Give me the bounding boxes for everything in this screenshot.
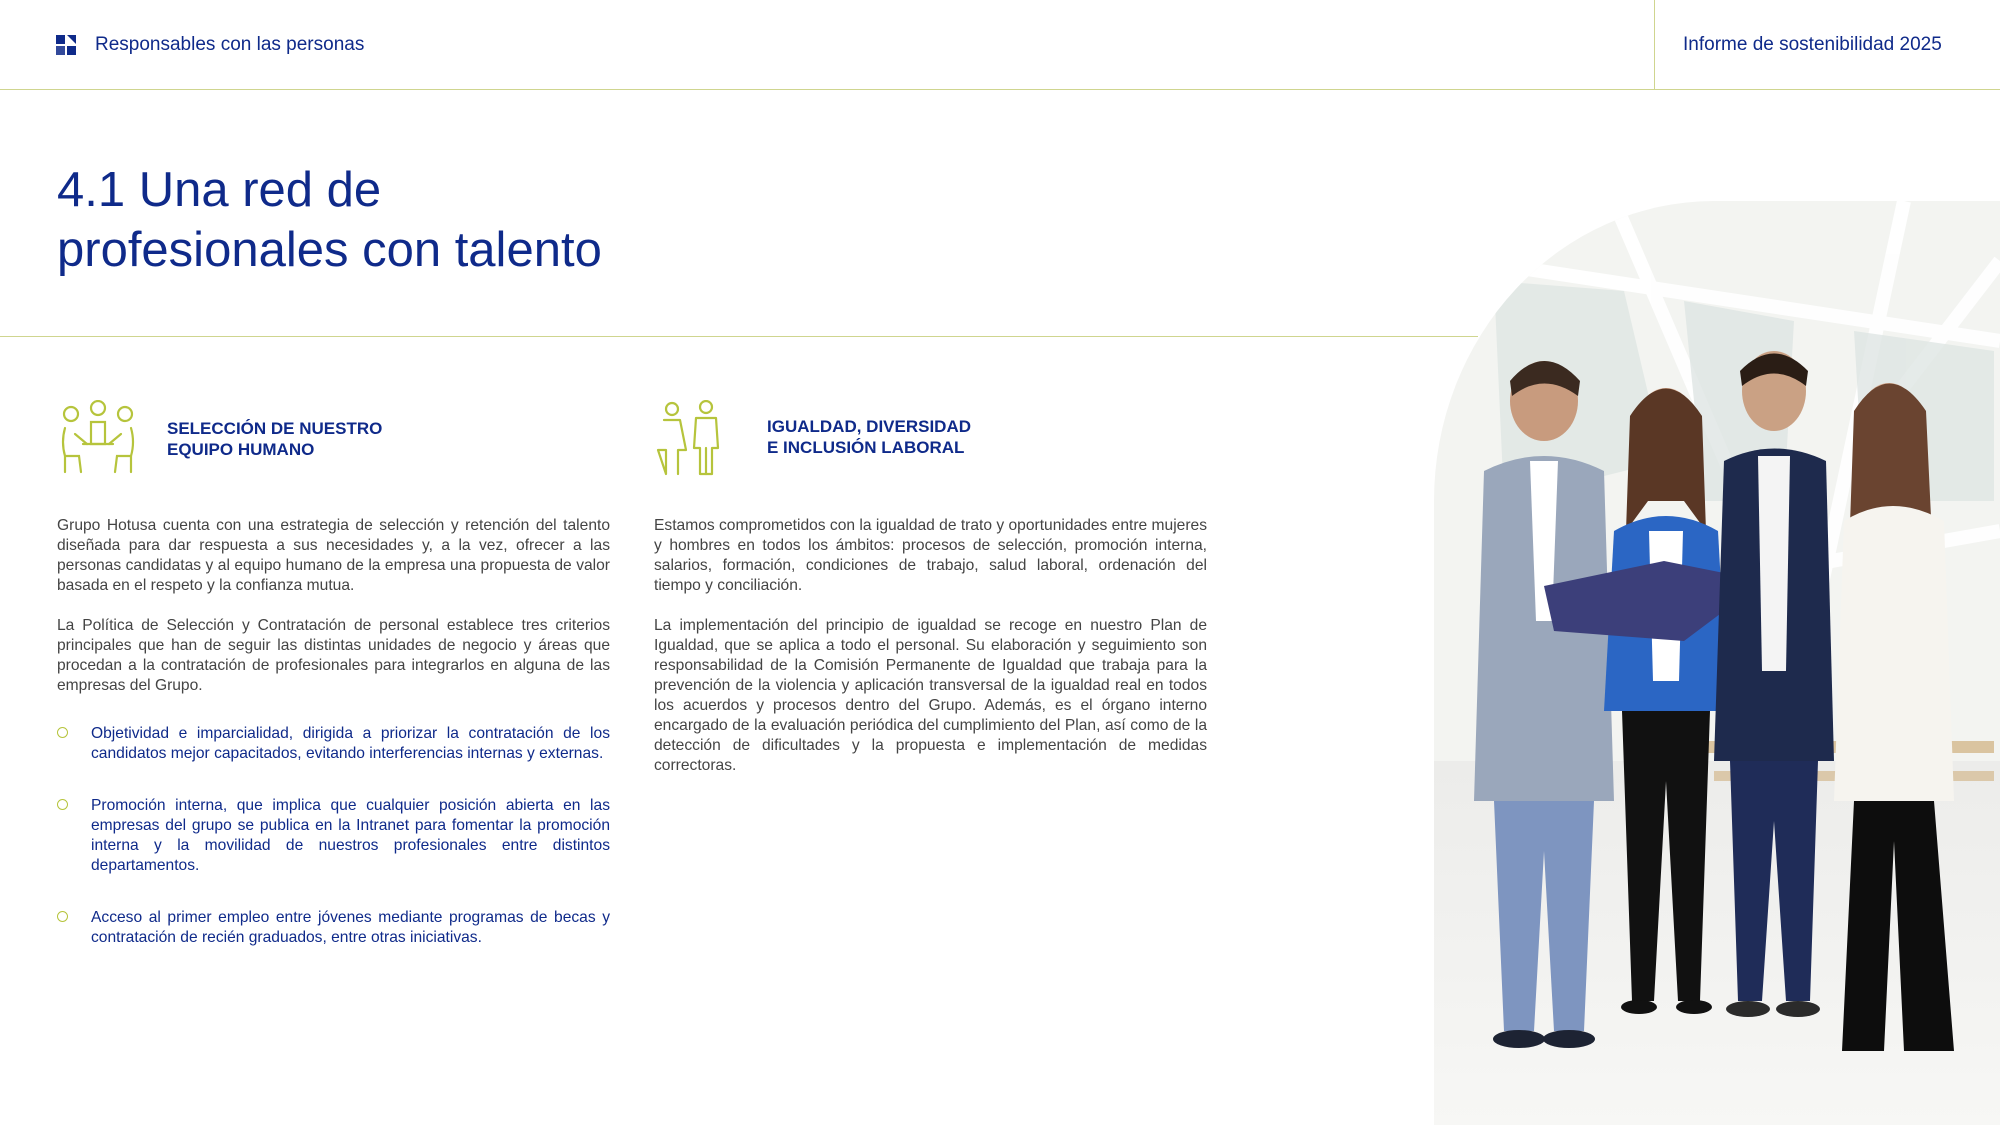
left-heading-line1: SELECCIÓN DE NUESTRO — [167, 419, 383, 438]
right-column-heading — [767, 416, 971, 458]
page-title-line2: profesionales con talento — [57, 223, 602, 277]
left-paragraph: Grupo Hotusa cuenta con una estrategia de selección y retención del talento diseñada para dar respuesta a sus necesidades y, a la vez, ofrecer a las personas candidatas y al equipo humano de la empresa una propuesta de valor basada en el respeto y la confianza mutua. — [57, 517, 610, 594]
left-column — [57, 400, 610, 980]
hero-photo — [1434, 201, 2000, 1125]
page-title — [57, 160, 602, 280]
report-title: Informe de sostenibilidad 2025 — [1683, 34, 1942, 55]
right-column-header — [654, 400, 1207, 480]
left-column-header — [57, 400, 610, 480]
list-item-text: Promoción interna, que implica que cualquier posición abierta en las empresas del grupo se publica en la Intranet para fomentar la promoción interna y la movilidad de nuestros profesionales entre distintos departamentos. — [91, 797, 610, 874]
list-item — [57, 724, 610, 764]
woman-man-equality-icon — [654, 400, 726, 476]
page-header — [0, 0, 2000, 90]
right-column — [654, 400, 1207, 796]
right-heading-line1: IGUALDAD, DIVERSIDAD — [767, 417, 972, 436]
list-item — [57, 908, 610, 948]
team-photo-illustration — [1434, 201, 2000, 1125]
left-paragraph: La Política de Selección y Contratación de personal establece tres criterios principales que han de seguir las distintas unidades de negocio y áreas que procedan a la contratación de profesionales para integrarlos en alguna de las empresas del Grupo. — [57, 617, 610, 694]
bullet-circle-icon — [57, 727, 68, 738]
bullet-circle-icon — [57, 799, 68, 810]
list-item-text: Objetividad e imparcialidad, dirigida a priorizar la contratación de los candidatos mejor capacitados, evitando interferencias internas y externas. — [91, 725, 610, 762]
people-meeting-icon — [57, 400, 139, 476]
criteria-list — [57, 724, 610, 948]
title-divider — [0, 336, 1478, 337]
page-title-line1: 4.1 Una red de — [57, 163, 382, 217]
header-divider — [1654, 0, 1655, 89]
left-heading-line2: EQUIPO HUMANO — [167, 440, 315, 459]
list-item — [57, 796, 610, 876]
brand-logo-icon — [56, 35, 76, 55]
left-column-heading — [167, 418, 382, 460]
bullet-circle-icon — [57, 911, 68, 922]
right-paragraph: La implementación del principio de igualdad se recoge en nuestro Plan de Igualdad, que se aplica a todo el personal. Su elaboración y seguimiento son responsabilidad de la Comisión Permanente de Igualdad que trabaja para la prevención de la violencia y aplicación transversal de la igualdad real en todos los acuerdos y procesos dentro del Grupo. Además, es el órgano interno encargado de la evaluación periódica del cumplimiento del Plan, así como de la detección de dificultades y la propuesta e implementación de medidas correctoras. — [654, 617, 1207, 774]
right-heading-line2: E INCLUSIÓN LABORAL — [767, 438, 965, 457]
right-paragraph: Estamos comprometidos con la igualdad de trato y oportunidades entre mujeres y hombres en todos los ámbitos: procesos de selección, promoción interna, salarios, formación, condiciones de trabajo, salud laboral, ordenación del tiempo y conciliación. — [654, 517, 1208, 594]
list-item-text: Acceso al primer empleo entre jóvenes mediante programas de becas y contratación de recién graduados, entre otras iniciativas. — [91, 909, 610, 946]
section-title: Responsables con las personas — [95, 34, 365, 55]
